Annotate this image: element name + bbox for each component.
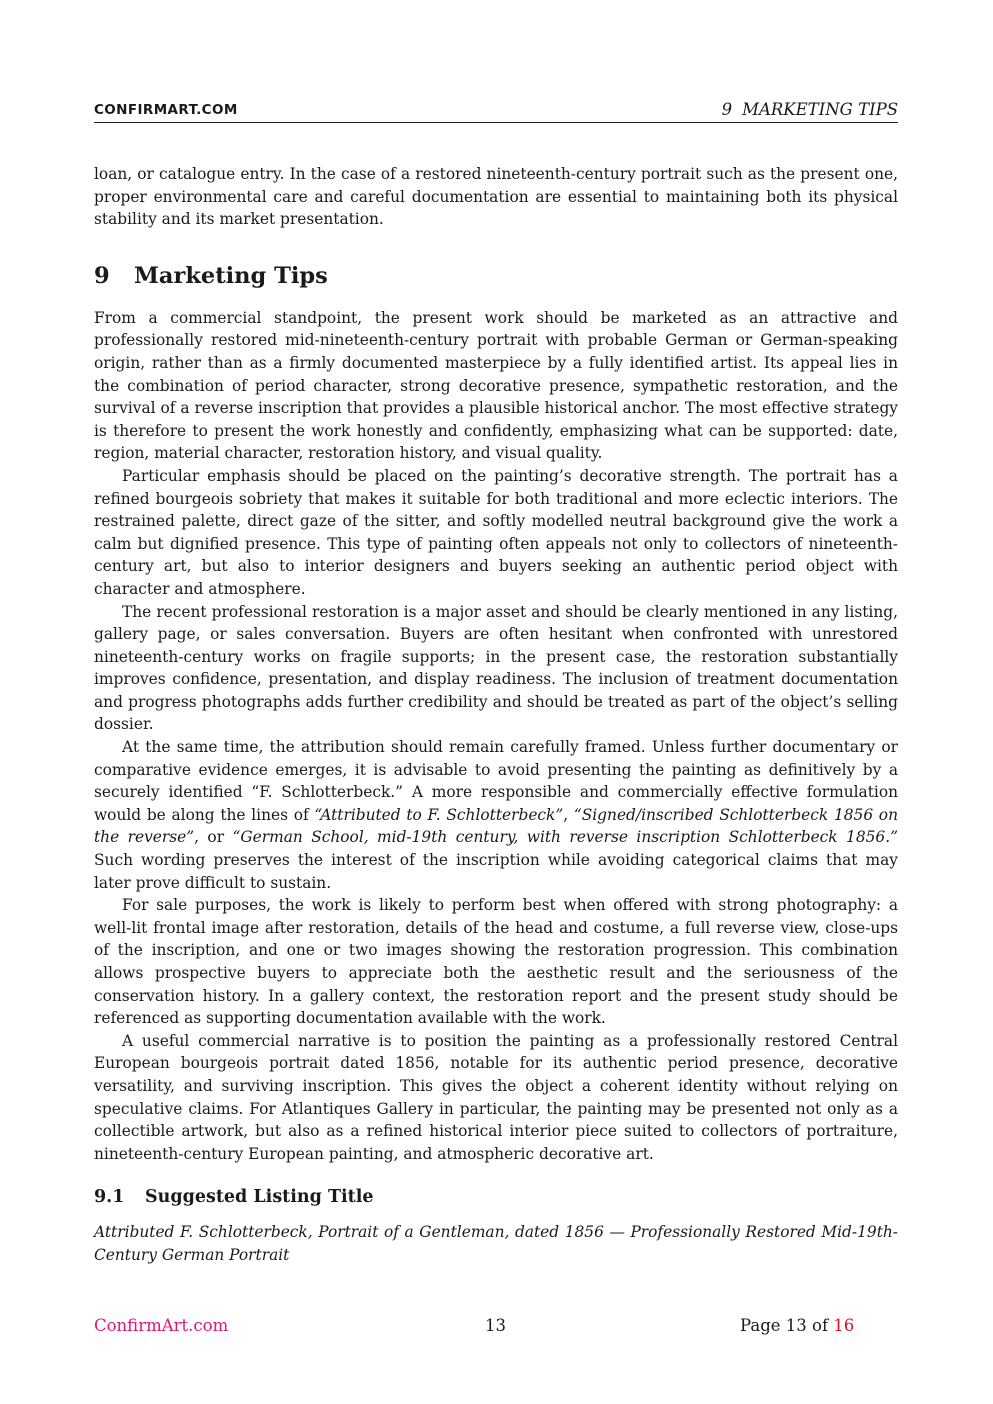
subsection-number: 9.1 — [94, 1187, 125, 1208]
running-head — [722, 100, 898, 122]
attribution-separator-1: , — [563, 805, 574, 824]
intro-paragraph: loan, or catalogue entry. In the case of a restored nineteenth-century portrait such as the present one, proper environmental care and careful documentation are essential to maintaining both its physical stability and its market presentation. — [94, 165, 898, 229]
footer-page-number: 13 — [485, 1316, 506, 1335]
subsection-heading — [94, 1185, 898, 1209]
attribution-option-3: “German School, mid-19th century, with reverse inscription Schlotterbeck 1856.” — [232, 828, 898, 847]
paragraph-restoration: The recent professional restoration is a major asset and should be clearly mentioned in any listing, gallery page, or sales conversation. Buyers are often hesitant when confronted with unrestored nineteenth-century works on fragile supports; in the present case, the restoration substantially improves confidence, presentation, and display readiness. The inclusion of treatment documentation and progress photographs adds further credibility and should be treated as part of the object’s selling dossier. — [94, 602, 898, 734]
paragraph-commercial-standpoint: From a commercial standpoint, the present work should be marketed as an attractive and professionally restored mid-nineteenth-century portrait with probable German or German-speaking origin, rather than as a firmly documented masterpiece by a fully identified artist. Its appeal lies in the combination of period character, strong decorative presence, sympathetic restoration, and the survival of a reverse inscription that provides a plausible historical anchor. The most effective strategy is therefore to present the work honestly and confidently, emphasizing what can be supported: date, region, material character, restoration history, and visual quality. — [94, 308, 898, 463]
suggested-listing-title: Attributed F. Schlotterbeck, Portrait of a Gentleman, dated 1856 — Professionally Restored Mid-19th-Century German Portrait — [94, 1223, 898, 1264]
attribution-text-after: Such wording preserves the interest of the inscription while avoiding categorical claims that may later prove difficult to sustain. — [94, 851, 898, 892]
attribution-option-1: “Attributed to F. Schlotterbeck” — [314, 805, 564, 824]
footer-site-link[interactable]: ConfirmArt.com — [94, 1316, 229, 1335]
site-logo: CONFIRMART.COM — [94, 102, 238, 118]
page-body — [94, 163, 898, 1267]
footer-page-prefix: Page 13 of — [740, 1316, 834, 1335]
attribution-text-before: At the same time, the attribution should remain carefully framed. Unless further documentary or comparative evidence emerges, it is advisable to avoid presenting the painting as definitively by a securely identified “F. Schlotterbeck.” A more responsible and commercially effective formulation would be along the lines of — [94, 738, 898, 824]
paragraph-commercial-narrative: A useful commercial narrative is to position the painting as a professionally restored Central European bourgeois portrait dated 1856, notable for its authentic period presence, decorative versatility, and surviving inscription. This gives the object a coherent identity without relying on speculative claims. For Atlantiques Gallery in particular, the painting may be presented not only as a collectible artwork, but also as a refined historical interior piece suited to collectors of portraiture, nineteenth-century European painting, and atmospheric decorative art. — [94, 1031, 898, 1163]
page-header — [94, 98, 898, 123]
footer-page-count — [740, 1316, 854, 1335]
running-head-title: MARKETING TIPS — [742, 100, 898, 119]
attribution-separator-2: , or — [194, 828, 233, 847]
subsection-title: Suggested Listing Title — [145, 1187, 374, 1208]
paragraph-attribution — [94, 736, 898, 894]
section-heading — [94, 262, 898, 290]
section-number: 9 — [94, 262, 110, 289]
section-title: Marketing Tips — [134, 262, 328, 289]
footer-total-pages-link[interactable]: 16 — [833, 1316, 855, 1335]
paragraph-decorative-strength: Particular emphasis should be placed on the painting’s decorative strength. The portrait has a refined bourgeois sobriety that makes it suitable for both traditional and more eclectic interiors. The restrained palette, direct gaze of the sitter, and softly modelled neutral background give the work a calm but dignified presence. This type of painting often appeals not only to collectors of nineteenth-century art, but also to interior designers and buyers seeking an authentic period object with character and atmosphere. — [94, 466, 898, 598]
paragraph-sale-purposes: For sale purposes, the work is likely to perform best when offered with strong photography: a well-lit frontal image after restoration, details of the head and costume, a full reverse view, close-ups of the inscription, and one or two images showing the restoration progression. This combination allows prospective buyers to appreciate both the aesthetic result and the seriousness of the conservation history. In a gallery context, the restoration report and the present study should be referenced as supporting documentation available with the work. — [94, 896, 898, 1028]
attribution-option-2: “Signed/inscribed Schlotterbeck 1856 on the reverse” — [94, 805, 898, 847]
running-head-number: 9 — [721, 100, 733, 119]
page-footer — [94, 1316, 898, 1338]
